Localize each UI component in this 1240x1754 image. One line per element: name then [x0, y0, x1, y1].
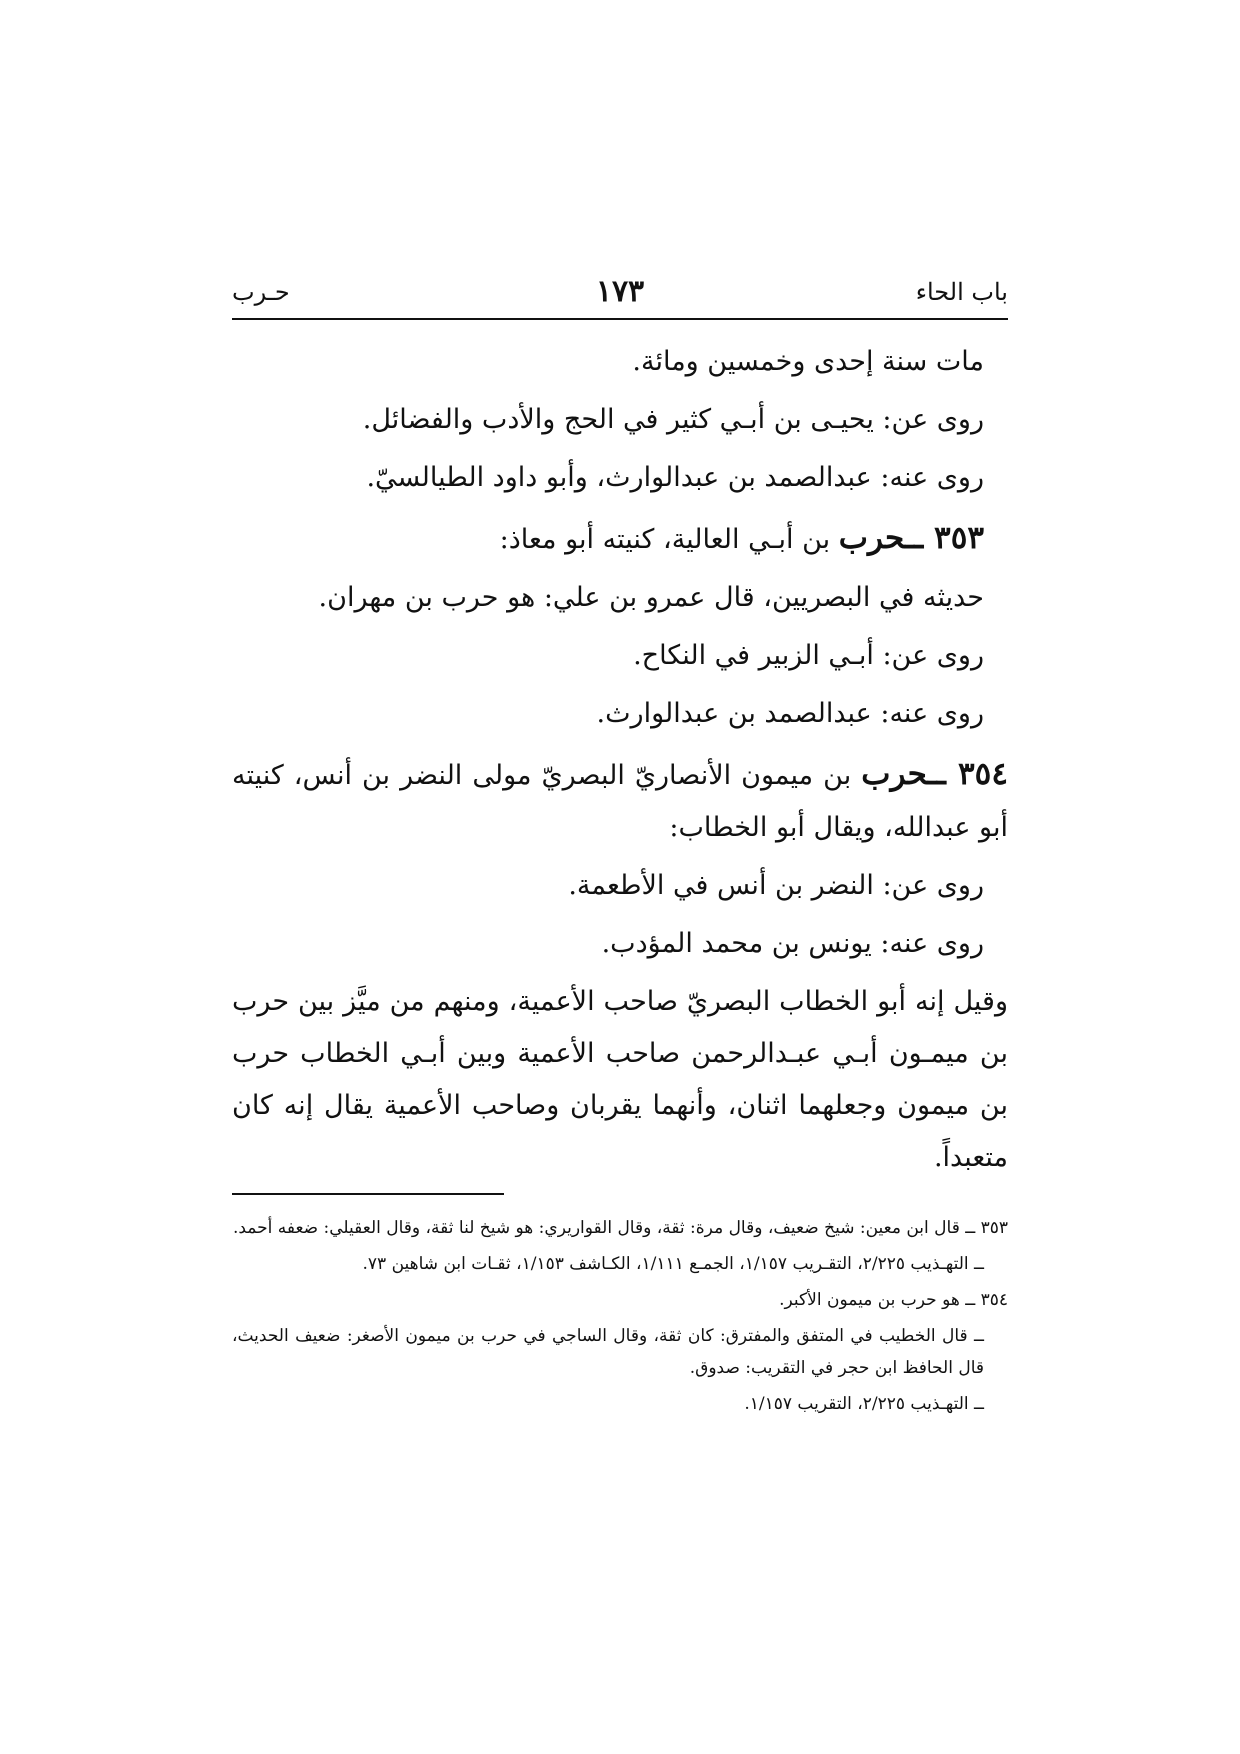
footnote-rule — [232, 1193, 504, 1195]
page-number: ١٧٣ — [595, 274, 645, 309]
chapter-title: باب الحاء — [915, 278, 1008, 306]
main-text — [232, 336, 1008, 1190]
footnote: ٣٥٤ ــ هو حرب بن ميمون الأكبر. — [779, 1290, 1008, 1310]
text-line: روى عن: النضر بن أنس في الأطعمة. — [568, 870, 984, 901]
entry-description: بن ميمون الأنصاريّ البصريّ مولى النضر بن أنس، كنيته أبو عبدالله، ويقال أبو الخطاب: — [232, 760, 1008, 843]
footnote: ٣٥٣ ــ قال ابن معين: شيخ ضعيف، وقال مرة: ثقة، وقال القواريري: هو شيخ لنا ثقة، وقال العقيلي: ضعفه أحمد. — [232, 1218, 1008, 1238]
section-title: حـرب — [232, 278, 290, 306]
entry-number: ٣٥٤ ــ — [927, 756, 1008, 792]
text-paragraph: وقيل إنه أبو الخطاب البصريّ صاحب الأعمية، ومنهم من ميَّز بين حرب بن ميمـون أبـي عبـدالرحمن صاحب الأعمية وبين أبـي الخطاب حرب بن ميمون وجعلهما اثنان، وأنهما يقربان وصاحب الأعمية يقال إنه كان متعبداً. — [232, 986, 1008, 1173]
entry-heading-353 — [232, 512, 1008, 566]
footnotes — [232, 1212, 1008, 1424]
footnote: ــ التهـذيب ٢/٢٢٥، التقريب ١/١٥٧. — [744, 1394, 984, 1414]
text-line: روى عن: أبـي الزبير في النكاح. — [633, 640, 984, 671]
text-line: روى عنه: يونس بن محمد المؤدب. — [601, 928, 984, 959]
entry-heading-354 — [232, 748, 1008, 854]
entry-description: بن أبـي العالية، كنيته أبو معاذ: — [499, 524, 839, 555]
text-line: مات سنة إحدى وخمسين ومائة. — [632, 346, 984, 377]
running-head — [232, 272, 1008, 312]
footnote: ــ التهـذيب ٢/٢٢٥، التقـريب ١/١٥٧، الجمـع ١/١١١، الكـاشف ١/١٥٣، ثقـات ابن شاهين ٧٣. — [362, 1254, 984, 1274]
footnote: ــ قال الخطيب في المتفق والمفترق: كان ثقة، وقال الساجي في حرب بن ميمون الأصغر: ضعيف الحديث، قال الحافظ ابن حجر في التقريب: صدوق. — [232, 1326, 984, 1378]
text-line: روى عن: يحيـى بن أبـي كثير في الحج والأدب والفضائل. — [362, 404, 984, 435]
entry-name: حرب — [861, 756, 928, 792]
header-rule — [232, 318, 1008, 320]
book-page — [232, 0, 1008, 1754]
entry-name: حرب — [838, 520, 906, 556]
entry-number: ٣٥٣ ــ — [905, 520, 984, 556]
text-line: روى عنه: عبدالصمد بن عبدالوارث، وأبو داود الطيالسيّ. — [366, 462, 984, 493]
text-line: روى عنه: عبدالصمد بن عبدالوارث. — [596, 698, 984, 729]
text-line: حديثه في البصريين، قال عمرو بن علي: هو حرب بن مهران. — [318, 582, 984, 613]
